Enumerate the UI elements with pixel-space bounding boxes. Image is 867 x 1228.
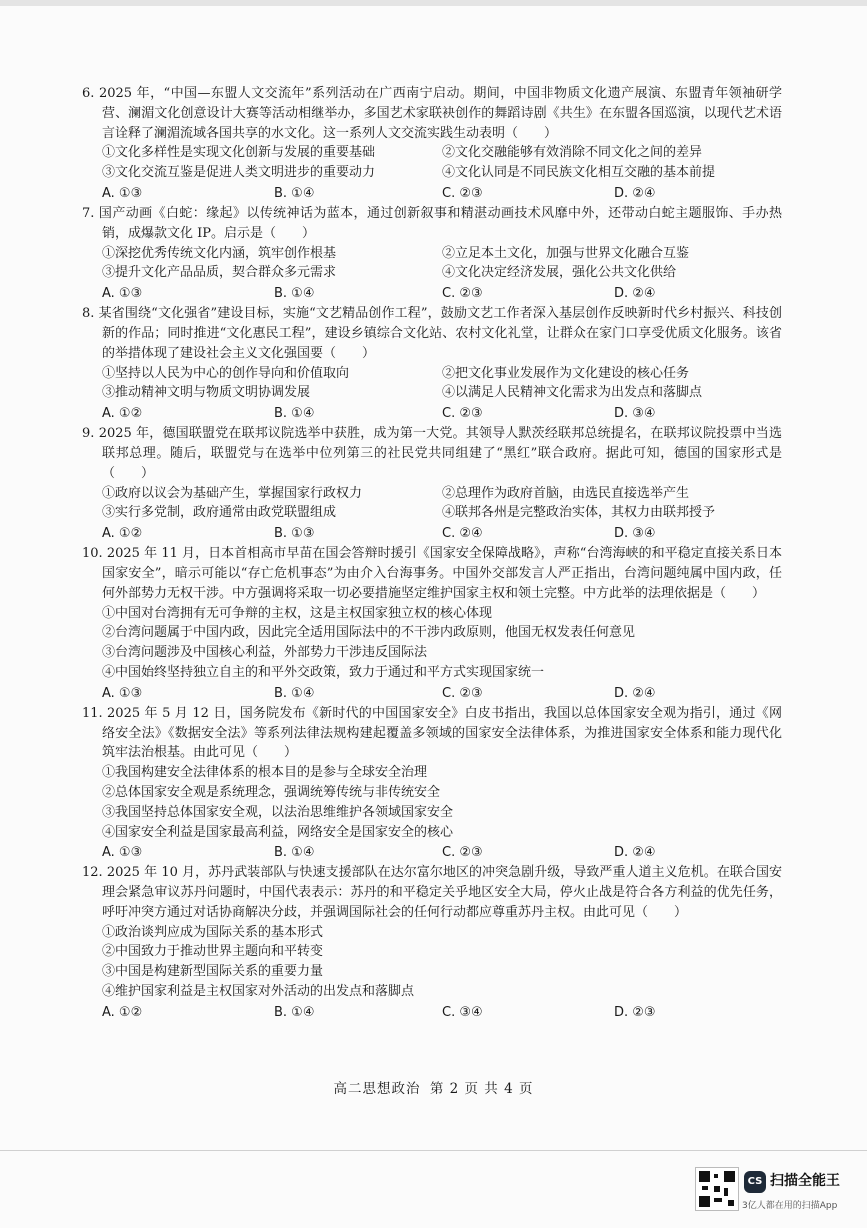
answer-d: D. ③④: [614, 406, 656, 422]
option: ③台湾问题涉及中国核心利益，外部势力干涉违反国际法: [102, 645, 428, 661]
question-stem: 11. 2025 年 5 月 12 日，国务院发布《新时代的中国国家安全》白皮书指出，我国以总体国家安全观为指引，通过《网络安全法》《数据安全法》等系列法律法规构建起覆盖多领域的国家安全法律体系，为推进国家安全体系和能力现代化筑牢法治根基。由此可见（ ）: [82, 705, 782, 761]
page-footer: [0, 1077, 867, 1097]
option: ③推动精神文明与物质文明协调发展: [102, 385, 311, 401]
option: ③实行多党制，政府通常由政党联盟组成: [102, 505, 337, 521]
answer-choices: [82, 1002, 782, 1023]
question-stem: 8. 某省围绕“文化强省”建设目标，实施“文艺精品创作工程”，鼓励文艺工作者深入基层创作反映新时代乡村振兴、科技创新的作品；同时推进“文化惠民工程”，建设乡镇综合文化站、农村文化礼堂，让群众在家门口享受优质文化服务。该省的举措体现了建设社会主义文化强国要（ ）: [82, 306, 782, 361]
answer-b: B. ①④: [274, 685, 315, 701]
option: ④国家安全利益是国家最高利益，网络安全是国家安全的核心: [102, 824, 454, 840]
answer-d: D. ③④: [614, 526, 656, 542]
scan-top-edge: [0, 0, 867, 6]
answer-d: D. ②③: [614, 1004, 656, 1020]
question-stem: 12. 2025 年 10 月，苏丹武装部队与快速支援部队在达尔富尔地区的冲突急剧升级，导致严重人道主义危机。在联合国安理会紧急审议苏丹问题时，中国代表表示：苏丹的和平稳定关乎地区安全大局，停火止战是符合各方利益的优先任务，呼吁冲突方通过对话协商解决分歧，并强调国际社会的任何行动都应尊重苏丹主权。由此可见（ ）: [82, 865, 782, 920]
scanner-app-name: 扫描全能王: [770, 1173, 840, 1189]
option: ④联邦各州是完整政治实体，其权力由联邦授予: [442, 505, 716, 521]
answer-b: B. ①③: [274, 526, 315, 542]
answer-c: C. ②③: [442, 185, 483, 201]
option: ③提升文化产品品质，契合群众多元需求: [102, 265, 337, 281]
answer-d: D. ②④: [614, 685, 656, 701]
footer-subject: 高二思想政治: [333, 1081, 421, 1097]
question-stem: 6. 2025 年，“中国—东盟人文交流年”系列活动在广西南宁启动。期间，中国非物质文化遗产展演、东盟青年领袖研学营、澜湄文化创意设计大赛等活动相继举办，多国艺术家联袂创作的舞蹈诗剧《共生》在东盟各国巡演，以现代艺术语言诠释了澜湄流域各国共享的水文化。这一系列人文交流实践生动表明（ ）: [82, 86, 782, 141]
option: ②总理作为政府首脑，由选民直接选举产生: [442, 485, 690, 501]
answer-d: D. ②④: [614, 286, 656, 302]
question-stem: 9. 2025 年，德国联盟党在联邦议院选举中获胜，成为第一大党。其领导人默茨经联邦总统提名，在联邦议院投票中当选联邦总理。随后，联盟党与在选举中位列第三的社民党共同组建了“黑红”联合政府。据此可知，德国的国家形式是（ ）: [82, 426, 782, 481]
answer-choices: [82, 283, 782, 304]
answer-c: C. ③④: [442, 1004, 483, 1020]
answer-choices: [82, 183, 782, 204]
answer-d: D. ②④: [614, 185, 656, 201]
answer-choices: [82, 523, 782, 544]
answer-choices: [82, 842, 782, 863]
answer-d: D. ②④: [614, 845, 656, 861]
option-list: [82, 364, 782, 404]
option: ①我国构建安全法律体系的根本目的是参与全球安全治理: [102, 765, 428, 781]
answer-choices: [82, 683, 782, 704]
option-list: [82, 143, 782, 183]
option: ①政府以议会为基础产生，掌握国家行政权力: [102, 485, 363, 501]
scan-page-edge: [0, 1150, 867, 1151]
option: ④中国始终坚持独立自主的和平外交政策，致力于通过和平方式实现国家统一: [102, 664, 545, 680]
option: ④文化决定经济发展，强化公共文化供给: [442, 265, 677, 281]
option-list: [82, 484, 782, 524]
answer-choices: [82, 403, 782, 424]
question-8: [82, 304, 782, 424]
answer-a: A. ①③: [102, 185, 143, 201]
answer-a: A. ①②: [102, 406, 143, 422]
option: ③我国坚持总体国家安全观，以法治思维维护各领域国家安全: [102, 804, 454, 820]
answer-a: A. ①③: [102, 685, 143, 701]
option: ③中国是构建新型国际关系的重要力量: [102, 964, 324, 980]
option: ①文化多样性是实现文化创新与发展的重要基础: [102, 145, 376, 161]
option: ②中国致力于推动世界主题向和平转变: [102, 944, 324, 960]
question-stem: 10. 2025 年 11 月，日本首相高市早苗在国会答辩时援引《国家安全保障战略》，声称“台湾海峡的和平稳定直接关系日本国家安全”，暗示可能以“存亡危机事态”为由介入台海事务。中国外交部发言人严正指出，台湾问题纯属中国内政，任何外部势力无权干涉。中方强调将采取一切必要措施坚定维护国家主权和领土完整。中方此举的法理依据是（ ）: [82, 546, 782, 601]
option: ①政治谈判应成为国际关系的基本形式: [102, 924, 324, 940]
option: ②立足本土文化，加强与世界文化融合互鉴: [442, 245, 690, 261]
answer-a: A. ①③: [102, 845, 143, 861]
question-11: [82, 704, 782, 864]
question-list: [82, 84, 782, 1023]
camscanner-logo-icon: CS: [744, 1171, 766, 1193]
answer-b: B. ①④: [274, 1004, 315, 1020]
option-list: [82, 763, 782, 842]
option: ②台湾问题属于中国内政，因此完全适用国际法中的不干涉内政原则，他国无权发表任何意见: [102, 625, 636, 641]
option: ②文化交融能够有效消除不同文化之间的差异: [442, 145, 703, 161]
answer-c: C. ②③: [442, 685, 483, 701]
answer-a: A. ①②: [102, 1004, 143, 1020]
question-stem: 7. 国产动画《白蛇：缘起》以传统神话为蓝本，通过创新叙事和精湛动画技术风靡中外，还带动白蛇主题服饰、手办热销，成爆款文化 IP。启示是（ ）: [82, 205, 782, 241]
question-7: [82, 204, 782, 304]
question-10: [82, 544, 782, 704]
answer-a: A. ①③: [102, 286, 143, 302]
option: ②把文化事业发展作为文化建设的核心任务: [442, 365, 690, 381]
question-6: [82, 84, 782, 204]
answer-a: A. ①②: [102, 526, 143, 542]
option-list: [82, 923, 782, 1002]
option: ①中国对台湾拥有无可争辩的主权，这是主权国家独立权的核心体现: [102, 605, 493, 621]
option: ④以满足人民精神文化需求为出发点和落脚点: [442, 385, 703, 401]
question-12: [82, 863, 782, 1023]
option: ④维护国家利益是主权国家对外活动的出发点和落脚点: [102, 984, 415, 1000]
option-list: [82, 604, 782, 683]
footer-page-number: 第 2 页 共 4 页: [429, 1081, 534, 1097]
answer-c: C. ②③: [442, 845, 483, 861]
answer-c: C. ②③: [442, 406, 483, 422]
answer-b: B. ①④: [274, 845, 315, 861]
qr-code-icon: [695, 1167, 739, 1211]
answer-c: C. ②④: [442, 526, 483, 542]
scanner-tagline: 3亿人都在用的扫描App: [742, 1201, 838, 1211]
answer-c: C. ②③: [442, 286, 483, 302]
option: ③文化交流互鉴是促进人类文明进步的重要动力: [102, 165, 376, 181]
option-list: [82, 244, 782, 284]
answer-b: B. ①④: [274, 406, 315, 422]
option: ①深挖优秀传统文化内涵，筑牢创作根基: [102, 245, 337, 261]
answer-b: B. ①④: [274, 185, 315, 201]
option: ②总体国家安全观是系统理念，强调统筹传统与非传统安全: [102, 784, 441, 800]
option: ①坚持以人民为中心的创作导向和价值取向: [102, 365, 350, 381]
answer-b: B. ①④: [274, 286, 315, 302]
option: ④文化认同是不同民族文化相互交融的基本前提: [442, 165, 716, 181]
question-9: [82, 424, 782, 544]
